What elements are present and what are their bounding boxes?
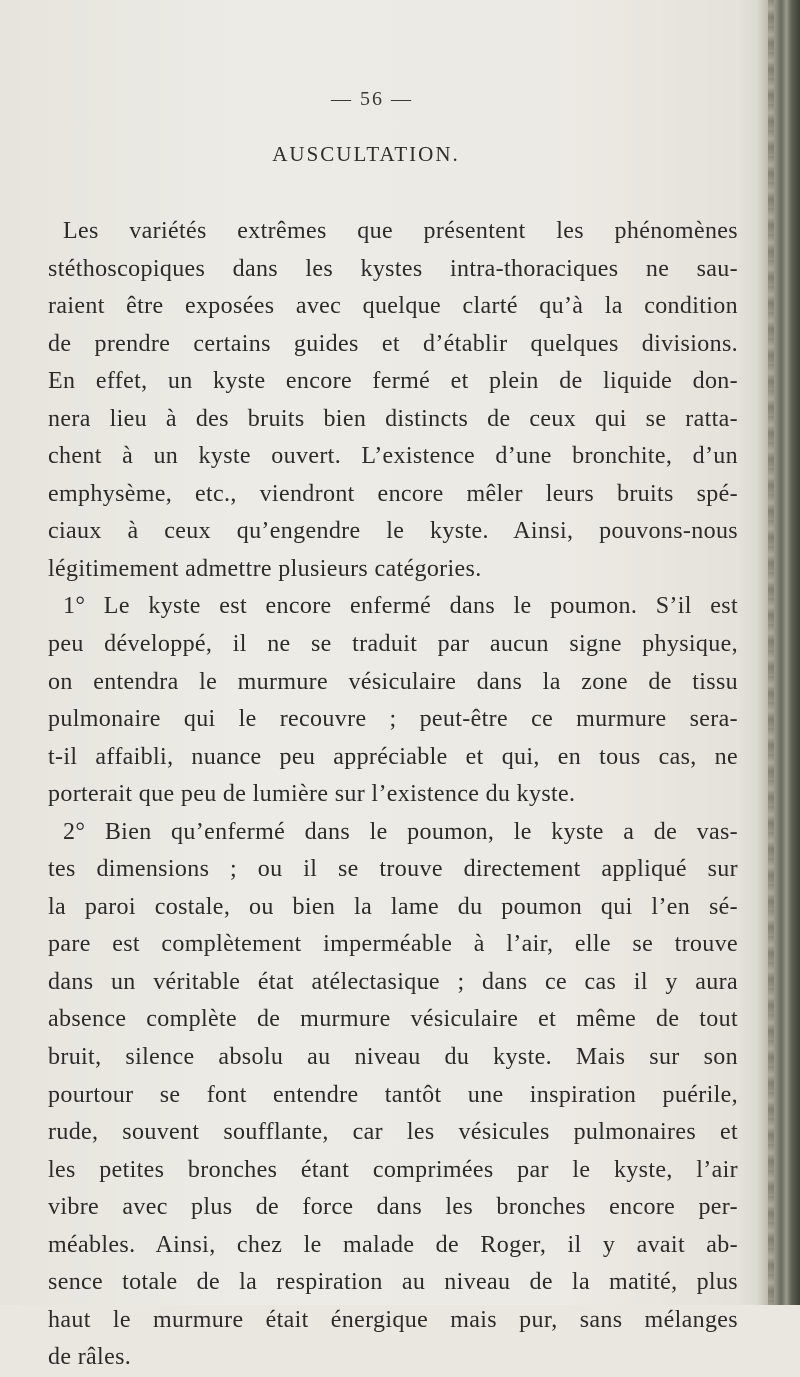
text-line: dans un véritable état atélectasique ; dans ce cas il y aura [48,968,738,995]
text-line: stéthoscopiques dans les kystes intra-thoraciques ne sau- [48,255,738,282]
text-line: haut le murmure était énergique mais pur, sans mélanges [48,1306,738,1333]
text-line: pourtour se font entendre tantôt une inspiration puérile, [48,1081,738,1108]
text-line: 1° Le kyste est encore enfermé dans le poumon. S’il est [63,593,738,620]
chapter-title: AUSCULTATION. [272,142,460,166]
text-line: 2° Bien qu’enfermé dans le poumon, le kyste a de vas- [63,818,738,845]
text-line: de prendre certains guides et d’établir quelques divisions. [48,330,738,357]
text-line: tes dimensions ; ou il se trouve directement appliqué sur [48,856,738,883]
text-line: En effet, un kyste encore fermé et plein de liquide don- [48,368,738,395]
text-line: porterait que peu de lumière sur l’existence du kyste. [48,781,576,808]
body-text [48,213,738,1377]
text-line: méables. Ainsi, chez le malade de Roger, il y avait ab- [48,1231,738,1258]
text-line: t-il affaibli, nuance peu appréciable et qui, en tous cas, ne [48,743,738,770]
text-line: rude, souvent soufflante, car les vésicules pulmonaires et [48,1119,738,1146]
text-line: les petites bronches étant comprimées par le kyste, l’air [48,1156,738,1183]
text-line: chent à un kyste ouvert. L’existence d’une bronchite, d’un [48,443,738,470]
text-line: absence complète de murmure vésiculaire et même de tout [48,1006,738,1033]
text-line: la paroi costale, ou bien la lame du poumon qui l’en sé- [48,893,738,920]
text-line: nera lieu à des bruits bien distincts de ceux qui se ratta- [48,405,738,432]
text-line: emphysème, etc., viendront encore mêler leurs bruits spé- [48,480,738,507]
page-number: — 56 — [331,88,413,110]
page-edge-shadow [758,0,800,1305]
text-line: pulmonaire qui le recouvre ; peut-être ce murmure sera- [48,706,738,733]
text-line: pare est complètement imperméable à l’air, elle se trouve [48,931,738,958]
text-line: Les variétés extrêmes que présentent les phénomènes [63,218,738,244]
text-line: vibre avec plus de force dans les bronches encore per- [48,1194,738,1221]
text-line: ciaux à ceux qu’engendre le kyste. Ainsi, pouvons-nous [48,518,738,545]
text-line: de râles. [48,1344,132,1371]
text-line: on entendra le murmure vésiculaire dans la zone de tissu [48,668,738,695]
text-line: peu développé, il ne se traduit par aucun signe physique, [48,631,738,658]
text-line: légitimement admettre plusieurs catégories. [48,555,482,582]
text-line: raient être exposées avec quelque clarté qu’à la condition [48,293,738,320]
text-line: bruit, silence absolu au niveau du kyste. Mais sur son [48,1044,738,1071]
text-line: sence totale de la respiration au niveau de la matité, plus [48,1269,738,1296]
